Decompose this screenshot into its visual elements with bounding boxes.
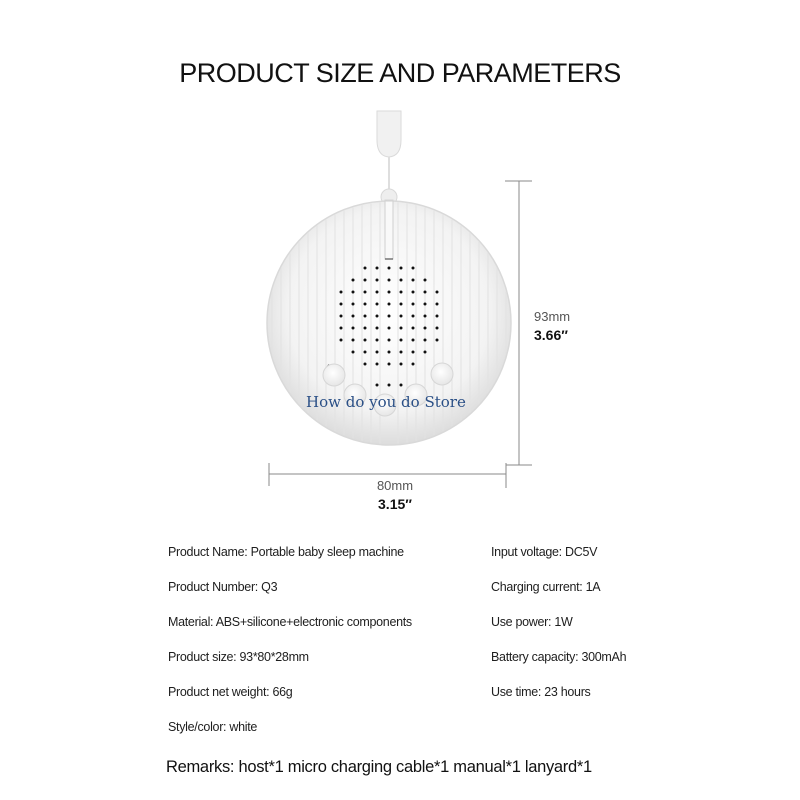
spec-material: Material: ABS+silicone+electronic components xyxy=(168,615,412,629)
page-title: PRODUCT SIZE AND PARAMETERS xyxy=(179,58,621,88)
height-inch: 3.66″ xyxy=(534,327,568,343)
spec-input-voltage: Input voltage: DC5V xyxy=(491,545,598,559)
height-dimension-label xyxy=(534,308,570,344)
specs-left-column xyxy=(168,542,412,752)
width-dimension-label xyxy=(340,477,450,513)
spec-product-size: Product size: 93*80*28mm xyxy=(168,650,309,664)
spec-product-number: Product Number: Q3 xyxy=(168,580,278,594)
spec-product-name: Product Name: Portable baby sleep machine xyxy=(168,545,404,559)
width-inch: 3.15″ xyxy=(378,496,412,512)
specs-right-column xyxy=(491,542,626,717)
button-5 xyxy=(431,363,453,385)
spec-battery-capacity: Battery capacity: 300mAh xyxy=(491,650,627,664)
spec-net-weight: Product net weight: 66g xyxy=(168,685,293,699)
spec-use-power: Use power: 1W xyxy=(491,615,573,629)
spec-use-time: Use time: 23 hours xyxy=(491,685,591,699)
width-mm: 80mm xyxy=(376,478,414,493)
package-remarks: Remarks: host*1 micro charging cable*1 manual*1 lanyard*1 xyxy=(166,758,592,776)
height-mm: 93mm xyxy=(534,309,571,324)
button-1 xyxy=(323,364,345,386)
spec-charging-current: Charging current: 1A xyxy=(491,580,601,594)
spec-style-color: Style/color: white xyxy=(168,720,258,734)
store-watermark: How do you do Store xyxy=(306,393,466,411)
